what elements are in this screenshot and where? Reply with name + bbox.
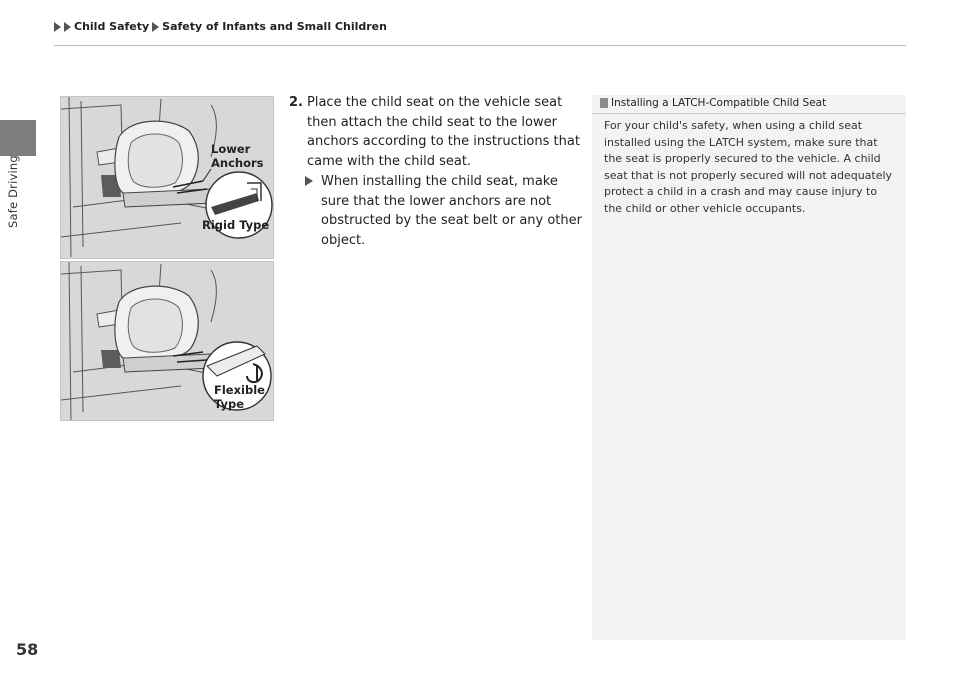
section-label (6, 152, 26, 252)
anchors-text: Anchors (211, 156, 264, 170)
note-marker-icon (600, 98, 608, 108)
breadcrumb-section[interactable]: Child Safety (74, 20, 150, 33)
section-label-text: Safe Driving (6, 155, 20, 228)
subnote-arrow-icon (305, 176, 313, 186)
rigid-type-label: Rigid Type (202, 218, 270, 232)
instruction-steps (289, 93, 589, 250)
step-number: 2. (289, 95, 303, 110)
rigid-type-illustration (60, 96, 274, 259)
page-number: 58 (16, 640, 39, 659)
header-divider (54, 45, 906, 46)
lower-text: Lower (211, 142, 251, 156)
step-item (289, 93, 589, 171)
flexible-text: Flexible (214, 383, 265, 397)
lower-anchors-label (211, 142, 264, 170)
flexible-type-illustration (60, 261, 274, 421)
breadcrumb-arrow-icon (54, 22, 61, 32)
flexible-type-label (214, 383, 265, 411)
breadcrumb-arrow-icon (152, 22, 159, 32)
step-text: Place the child seat on the vehicle seat then attach the child seat to the lower anchors according to the instructions that came with the child seat. (307, 95, 580, 169)
note-body: For your child's safety, when using a child seat installed using the LATCH system, make sure that the seat is properly secured to the vehicle. A child seat that is not properly secured will not adequately protect a child in a crash and may cause injury to the child or other vehicle occupants. (604, 119, 893, 215)
info-sidebar-note (592, 95, 906, 640)
breadcrumb-page[interactable]: Safety of Infants and Small Children (162, 20, 387, 33)
section-tab (0, 120, 36, 156)
subnote-text: When installing the child seat, make sure that the lower anchors are not obstructed by the seat belt or any other object. (321, 174, 582, 248)
note-header (592, 95, 906, 114)
step-subnote (305, 172, 589, 250)
breadcrumb (54, 20, 387, 33)
note-title: Installing a LATCH-Compatible Child Seat (611, 97, 827, 109)
rigid-seat-drawing (61, 97, 274, 259)
type-text: Type (214, 397, 245, 411)
breadcrumb-arrow-icon (64, 22, 71, 32)
